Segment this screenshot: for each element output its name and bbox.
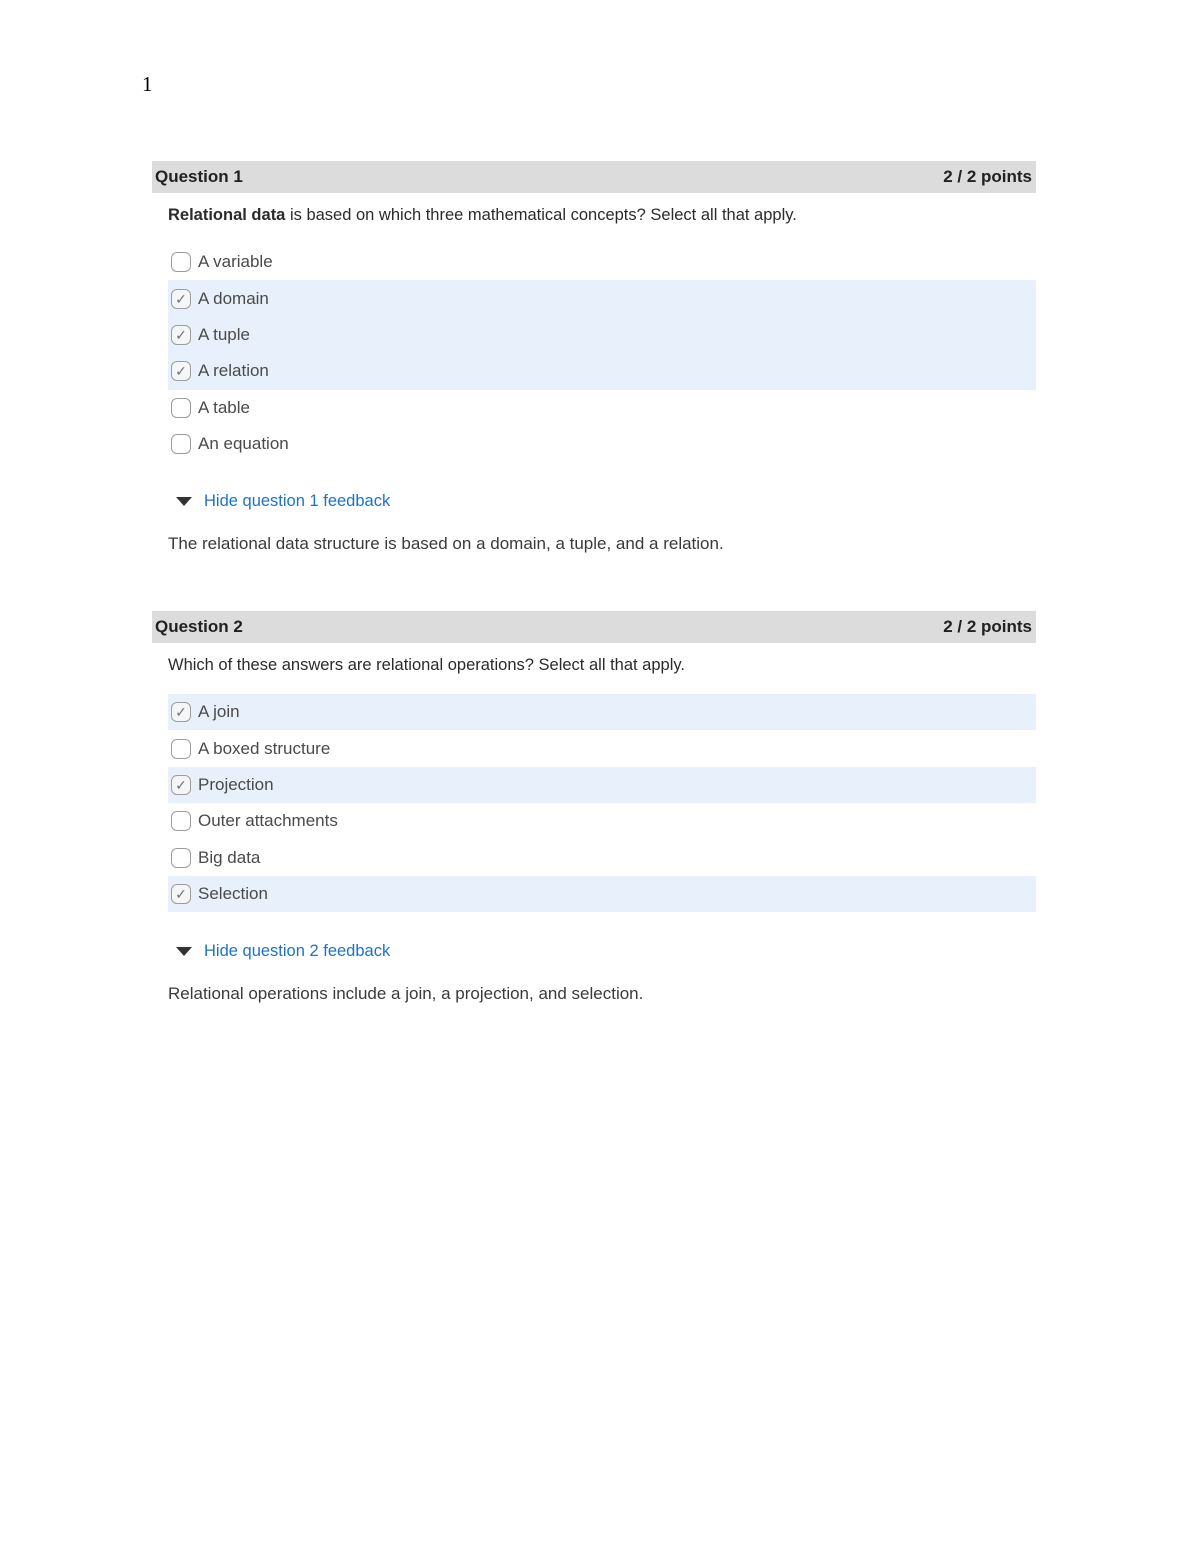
triangle-down-icon[interactable] <box>176 947 192 956</box>
answer-option[interactable] <box>168 876 1036 912</box>
check-icon: ✓ <box>175 290 187 307</box>
answer-checkbox[interactable] <box>171 325 191 345</box>
answer-checkbox[interactable] <box>171 739 191 759</box>
answer-label: A boxed structure <box>198 738 331 758</box>
answer-checkbox[interactable] <box>171 848 191 868</box>
answer-checkbox[interactable] <box>171 884 191 904</box>
answer-label: A variable <box>198 252 273 272</box>
answer-option[interactable] <box>168 280 1036 316</box>
answer-option[interactable] <box>168 694 1036 730</box>
answer-option[interactable] <box>168 353 1036 389</box>
answer-options <box>168 244 1036 462</box>
answer-option[interactable] <box>168 390 1036 426</box>
check-icon: ✓ <box>175 704 187 721</box>
question-title: Question 1 <box>155 167 243 186</box>
question-1 <box>152 161 1036 554</box>
answer-checkbox[interactable] <box>171 811 191 831</box>
page-number: 1 <box>142 72 153 96</box>
answer-label: Outer attachments <box>198 811 338 831</box>
answer-label: Selection <box>198 884 268 904</box>
answer-checkbox[interactable] <box>171 398 191 418</box>
answer-label: Projection <box>198 774 274 794</box>
question-title: Question 2 <box>155 617 243 636</box>
answer-checkbox[interactable] <box>171 252 191 272</box>
answer-option[interactable] <box>168 426 1036 462</box>
answer-options <box>168 694 1036 912</box>
check-icon: ✓ <box>175 776 187 793</box>
answer-option[interactable] <box>168 317 1036 353</box>
answer-option[interactable] <box>168 840 1036 876</box>
hide-feedback-link[interactable]: Hide question 2 feedback <box>204 941 391 960</box>
question-prompt <box>168 653 1036 677</box>
answer-label: Big data <box>198 847 261 867</box>
prompt-text: is based on which three mathematical concepts? Select all that apply. <box>285 206 797 224</box>
answer-checkbox[interactable] <box>171 361 191 381</box>
check-icon: ✓ <box>175 363 187 380</box>
hide-feedback-link[interactable]: Hide question 1 feedback <box>204 491 391 510</box>
check-icon: ✓ <box>175 886 187 903</box>
answer-option[interactable] <box>168 244 1036 280</box>
triangle-down-icon[interactable] <box>176 497 192 506</box>
question-score: 2 / 2 points <box>943 617 1032 636</box>
question-2 <box>152 611 1036 1004</box>
question-score: 2 / 2 points <box>943 167 1032 186</box>
answer-checkbox[interactable] <box>171 702 191 722</box>
answer-checkbox[interactable] <box>171 289 191 309</box>
hide-feedback-toggle[interactable] <box>176 488 1036 514</box>
question-prompt <box>168 203 1036 227</box>
answer-checkbox[interactable] <box>171 434 191 454</box>
answer-checkbox[interactable] <box>171 775 191 795</box>
answer-label: An equation <box>198 434 289 454</box>
answer-label: A domain <box>198 288 269 308</box>
feedback-text: Relational operations include a join, a projection, and selection. <box>168 984 644 1004</box>
answer-option[interactable] <box>168 730 1036 766</box>
check-icon: ✓ <box>175 326 187 343</box>
question-header <box>152 161 1036 193</box>
answer-label: A tuple <box>198 324 250 344</box>
answer-label: A join <box>198 702 240 722</box>
feedback-text: The relational data structure is based on a domain, a tuple, and a relation. <box>168 534 724 554</box>
answer-label: A table <box>198 397 250 417</box>
prompt-emphasis: Relational data <box>168 206 286 224</box>
answer-label: A relation <box>198 361 269 381</box>
answer-option[interactable] <box>168 803 1036 839</box>
prompt-text: Which of these answers are relational operations? Select all that apply. <box>168 656 685 674</box>
question-header <box>152 611 1036 643</box>
answer-option[interactable] <box>168 767 1036 803</box>
hide-feedback-toggle[interactable] <box>176 938 1036 964</box>
